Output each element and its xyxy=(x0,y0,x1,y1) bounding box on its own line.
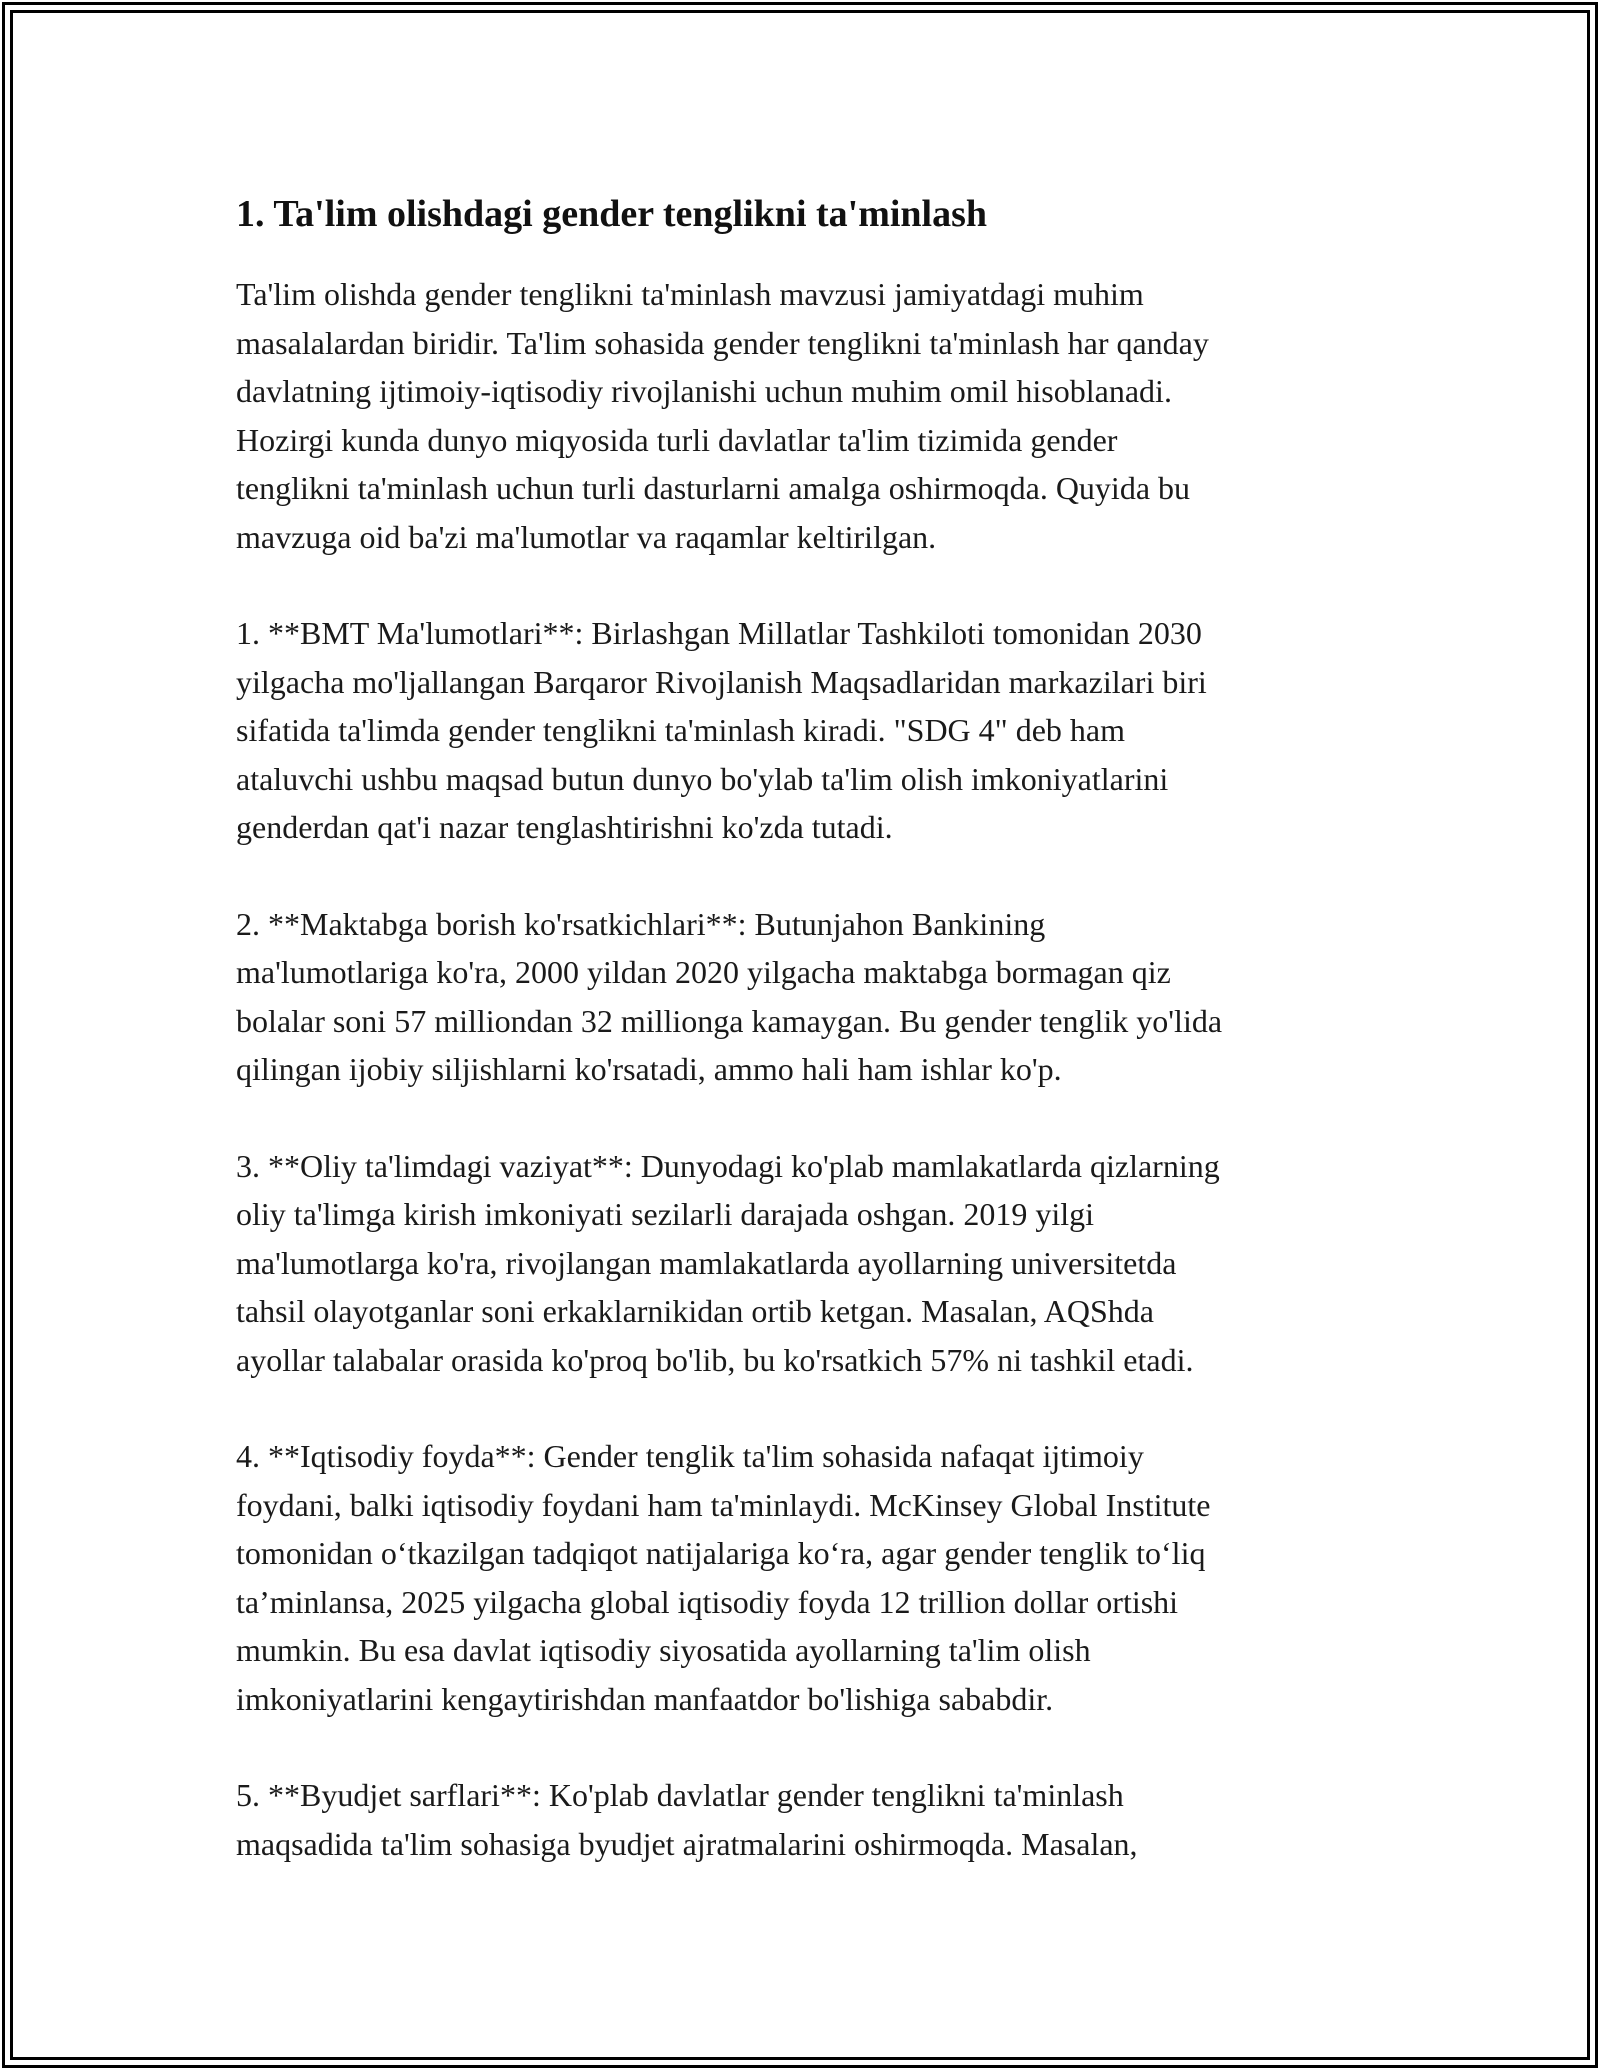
list-item-higher-education xyxy=(236,1142,1381,1385)
text-line: bolalar soni 57 milliondan 32 millionga kamaygan. Bu gender tenglik yo'lida xyxy=(236,1002,1223,1039)
text-line: qilingan ijobiy siljishlarni ko'rsatadi, ammo hali ham ishlar ko'p. xyxy=(236,1051,1062,1087)
text-line: sifatida ta'limda gender tenglikni ta'minlash kiradi. "SDG 4" deb ham xyxy=(236,712,1126,748)
text-line: tahsil olayotganlar soni erkaklarnikidan ortib ketgan. Masalan, AQShda xyxy=(236,1293,1154,1329)
section-heading: 1. Ta'lim olishdagi gender tenglikni ta'minlash xyxy=(236,193,988,235)
text-line: masalalardan biridir. Ta'lim sohasida gender tenglikni ta'minlash har qanday xyxy=(236,324,1209,361)
list-item-bmt xyxy=(236,609,1381,852)
text-line: yilgacha mo'ljallangan Barqaror Rivojlanish Maqsadlaridan markazilari biri xyxy=(236,663,1207,700)
text-line: ayollar talabalar orasida ko'proq bo'lib, bu ko'rsatkich 57% ni tashkil etadi. xyxy=(236,1341,1194,1378)
text-line: davlatning ijtimoiy-iqtisodiy rivojlanishi uchun muhim omil hisoblanadi. xyxy=(236,373,1172,409)
text-line: Ta'lim olishda gender tenglikni ta'minlash mavzusi jamiyatdagi muhim xyxy=(236,276,1144,312)
text-line: 1. **BMT Ma'lumotlari**: Birlashgan Millatlar Tashkiloti tomonidan 2030 xyxy=(236,615,1202,651)
text-line: 2. **Maktabga borish ko'rsatkichlari**: Butunjahon Bankining xyxy=(236,905,1046,942)
text-line: tomonidan o‘tkazilgan tadqiqot natijalariga ko‘ra, agar gender tenglik to‘liq xyxy=(236,1535,1206,1571)
text-line: genderdan qat'i nazar tenglashtirishni ko'zda tutadi. xyxy=(236,809,893,845)
text-line: 3. **Oliy ta'limdagi vaziyat**: Dunyodagi ko'plab mamlakatlarda qizlarning xyxy=(236,1147,1220,1184)
text-line: 4. **Iqtisodiy foyda**: Gender tenglik ta'lim sohasida nafaqat ijtimoiy xyxy=(236,1438,1144,1474)
intro-paragraph xyxy=(236,270,1381,561)
text-line: imkoniyatlarini kengaytirishdan manfaatdor bo'lishiga sababdir. xyxy=(236,1680,1054,1717)
text-line: maqsadida ta'lim sohasiga byudjet ajratmalarini oshirmoqda. Masalan, xyxy=(236,1825,1138,1862)
text-line: mumkin. Bu esa davlat iqtisodiy siyosatida ayollarning ta'lim olish xyxy=(236,1632,1091,1668)
text-line: ataluvchi ushbu maqsad butun dunyo bo'ylab ta'lim olish imkoniyatlarini xyxy=(236,760,1169,797)
list-item-economic-benefit xyxy=(236,1432,1381,1723)
text-line: oliy ta'limga kirish imkoniyati sezilarli darajada oshgan. 2019 yilgi xyxy=(236,1196,1095,1232)
text-line: ma'lumotlariga ko'ra, 2000 yildan 2020 yilgacha maktabga bormagan qiz xyxy=(236,954,1171,990)
text-line: ta’minlansa, 2025 yilgacha global iqtisodiy foyda 12 trillion dollar ortishi xyxy=(236,1583,1179,1620)
document-page xyxy=(236,188,1381,1868)
text-line: tenglikni ta'minlash uchun turli dasturlarni amalga oshirmoqda. Quyida bu xyxy=(236,470,1191,506)
text-line: foydani, balki iqtisodiy foydani ham ta'minlaydi. McKinsey Global Institute xyxy=(236,1486,1211,1523)
text-line: 5. **Byudjet sarflari**: Ko'plab davlatlar gender tenglikni ta'minlash xyxy=(236,1777,1124,1813)
text-line: Hozirgi kunda dunyo miqyosida turli davlatlar ta'lim tizimida gender xyxy=(236,421,1118,458)
text-line: ma'lumotlarga ko'ra, rivojlangan mamlakatlarda ayollarning universitetda xyxy=(236,1244,1177,1281)
list-item-budget xyxy=(236,1771,1381,1868)
list-item-school-attendance xyxy=(236,900,1381,1094)
text-line: mavzuga oid ba'zi ma'lumotlar va raqamlar keltirilgan. xyxy=(236,518,937,555)
